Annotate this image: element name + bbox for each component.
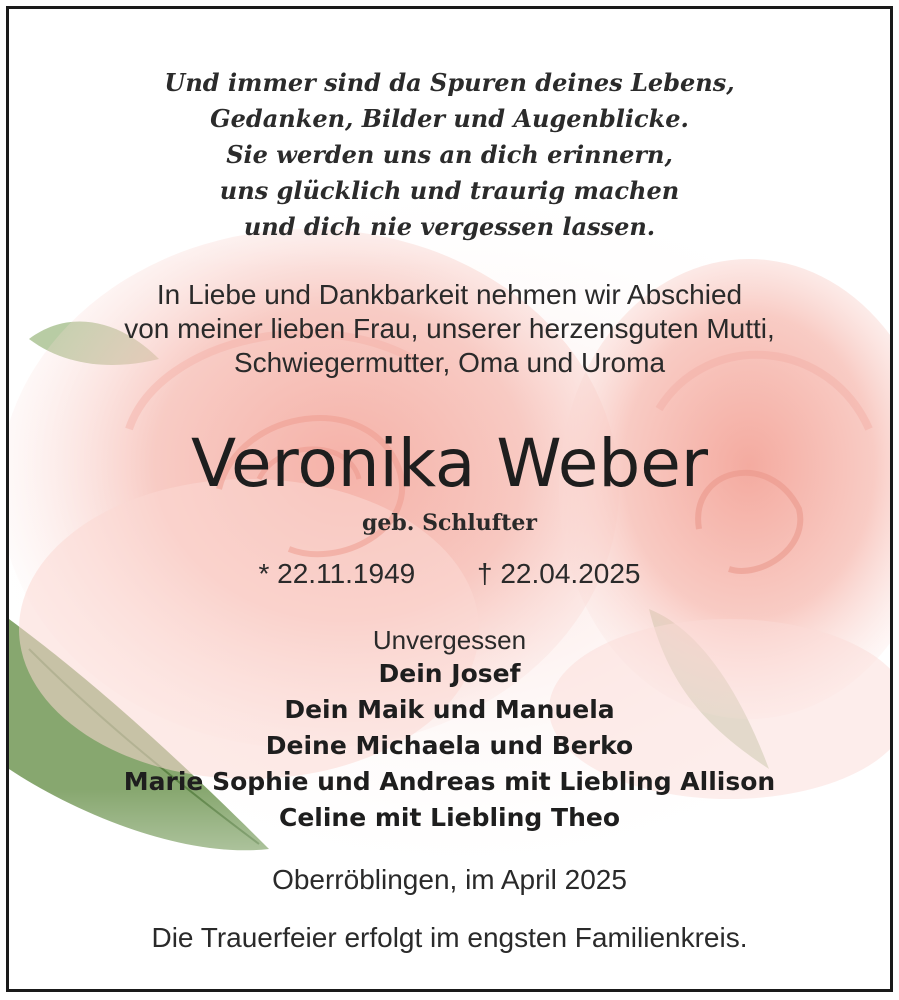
place-and-date: Oberröblingen, im April 2025 — [272, 864, 627, 895]
mourners-heading: Unvergessen — [372, 625, 527, 655]
death-date: † 22.04.2025 — [477, 558, 641, 589]
birth-date: * 22.11.1949 — [258, 558, 416, 589]
intro-line: Schwiegermutter, Oma und Uroma — [233, 347, 666, 378]
obituary-content — [9, 9, 890, 989]
mourner-entry: Celine mit Liebling Theo — [278, 803, 621, 832]
funeral-note: Die Trauerfeier erfolgt im engsten Familienkreis. — [151, 922, 748, 953]
mourners-list — [9, 656, 890, 836]
poem-line: Und immer sind da Spuren deines Lebens, — [164, 68, 735, 97]
poem-line: uns glücklich und traurig machen — [219, 176, 680, 205]
deceased-name: Veronika Weber — [191, 425, 708, 502]
mourner-entry: Deine Michaela und Berko — [265, 731, 634, 760]
life-dates — [9, 557, 890, 591]
mourner-entry: Marie Sophie und Andreas mit Liebling Allison — [123, 767, 776, 796]
obituary-card — [6, 6, 893, 992]
mourner-entry: Dein Josef — [378, 659, 521, 688]
mourner-entry: Dein Maik und Manuela — [284, 695, 615, 724]
farewell-intro — [9, 278, 890, 380]
poem-line: und dich nie vergessen lassen. — [243, 212, 656, 241]
poem-line: Sie werden uns an dich erinnern, — [226, 140, 673, 169]
birth-name: geb. Schlufter — [362, 510, 537, 536]
intro-line: In Liebe und Dankbarkeit nehmen wir Abschied — [156, 279, 743, 310]
poem-line: Gedanken, Bilder und Augenblicke. — [210, 104, 689, 133]
memorial-poem — [9, 65, 890, 245]
intro-line: von meiner lieben Frau, unserer herzensguten Mutti, — [124, 313, 775, 344]
